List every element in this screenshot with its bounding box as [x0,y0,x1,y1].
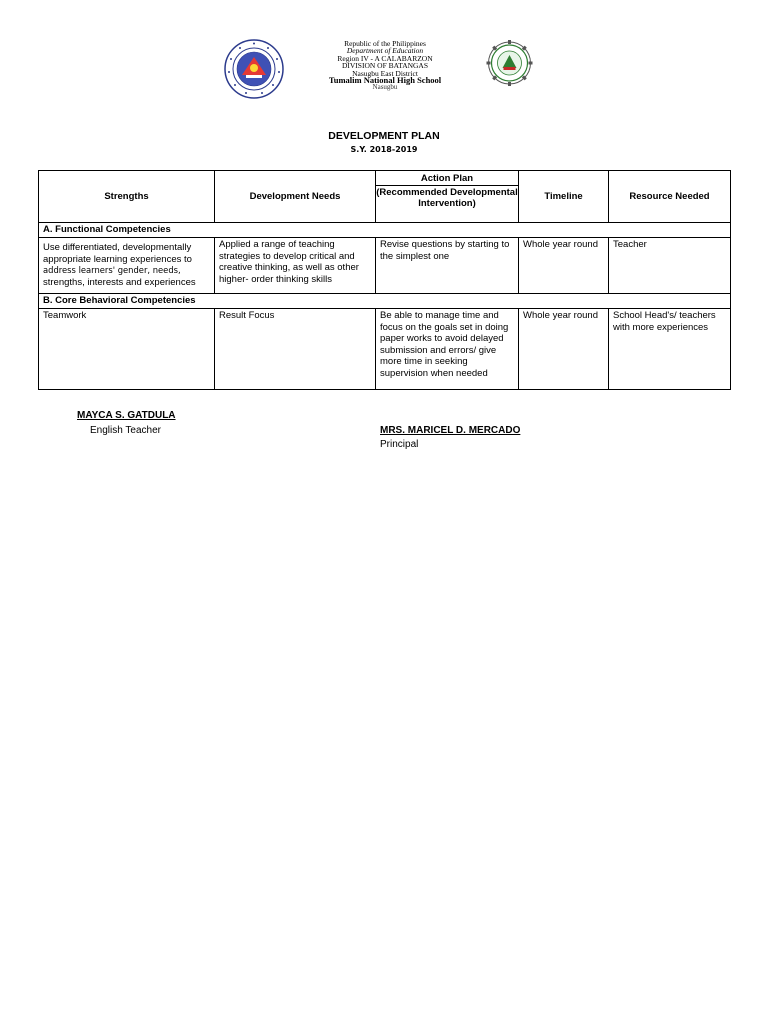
strength-line-1: Use differentiated, developmentally appropriate learning experiences to [43,242,192,265]
strength-line-2: address learners' gender, needs, [43,265,181,275]
cell-action-plan: Revise questions by starting to the simplest one [376,238,519,294]
letterhead-town: Nasugbu [372,83,398,92]
letterhead [290,40,480,92]
school-seal-icon [472,40,547,86]
development-plan-table [38,170,731,390]
letterhead-department: Department of Education [346,46,424,56]
document-title: DEVELOPMENT PLAN [328,130,440,142]
section-row-core-behavioral [39,294,731,309]
header-action-plan [376,171,519,223]
table-row [39,238,731,294]
cell-development-need: Applied a range of teaching strategies to develop critical and creative thinking, as well as other higher- order thinking skills [215,238,376,294]
deped-seal-icon [224,39,284,99]
teacher-name: MAYCA S. GATDULA [77,410,176,421]
letterhead-school: Tumalim National High School [328,75,442,86]
cell-strength [39,238,215,294]
cell-resource-needed: Teacher [609,238,731,294]
cell-timeline: Whole year round [519,238,609,294]
header-action-plan-title: Action Plan [420,173,474,184]
letterhead-district: Nasugbu East District [352,68,418,78]
principal-name: MRS. MARICEL D. MERCADO [380,425,521,436]
table-row [39,309,731,390]
cell-timeline: Whole year round [519,309,609,390]
letterhead-republic: Republic of the Philippines [344,39,426,48]
cell-resource-needed: School Head's/ teachers with more experiences [609,309,731,390]
principal-role: Principal [380,439,419,450]
teacher-role: English Teacher [90,425,161,436]
header-development-needs: Development Needs [215,171,376,223]
section-row-functional [39,223,731,238]
cell-development-need: Result Focus [215,309,376,390]
header-action-plan-subtitle: (Recommended Developmental Intervention) [376,186,518,209]
cell-strength: Teamwork [39,309,215,390]
header-timeline: Timeline [519,171,609,223]
cell-action-plan: Be able to manage time and focus on the goals set in doing paper works to avoid delayed submission and errors/ give more time in seeking supervision when needed [376,309,519,390]
header-resource-needed: Resource Needed [609,171,731,223]
letterhead-division: DIVISION OF BATANGAS [341,61,429,71]
section-title-core-behavioral: B. Core Behavioral Competencies [39,294,731,309]
letterhead-region: Region IV - A CALABARZON [337,53,433,63]
strength-line-3: strengths, interests and experiences [43,276,196,288]
school-year: S.Y. 2018-2019 [350,145,418,154]
table-header-row [39,171,731,223]
section-title-functional: A. Functional Competencies [39,223,731,238]
header-strengths: Strengths [39,171,215,223]
